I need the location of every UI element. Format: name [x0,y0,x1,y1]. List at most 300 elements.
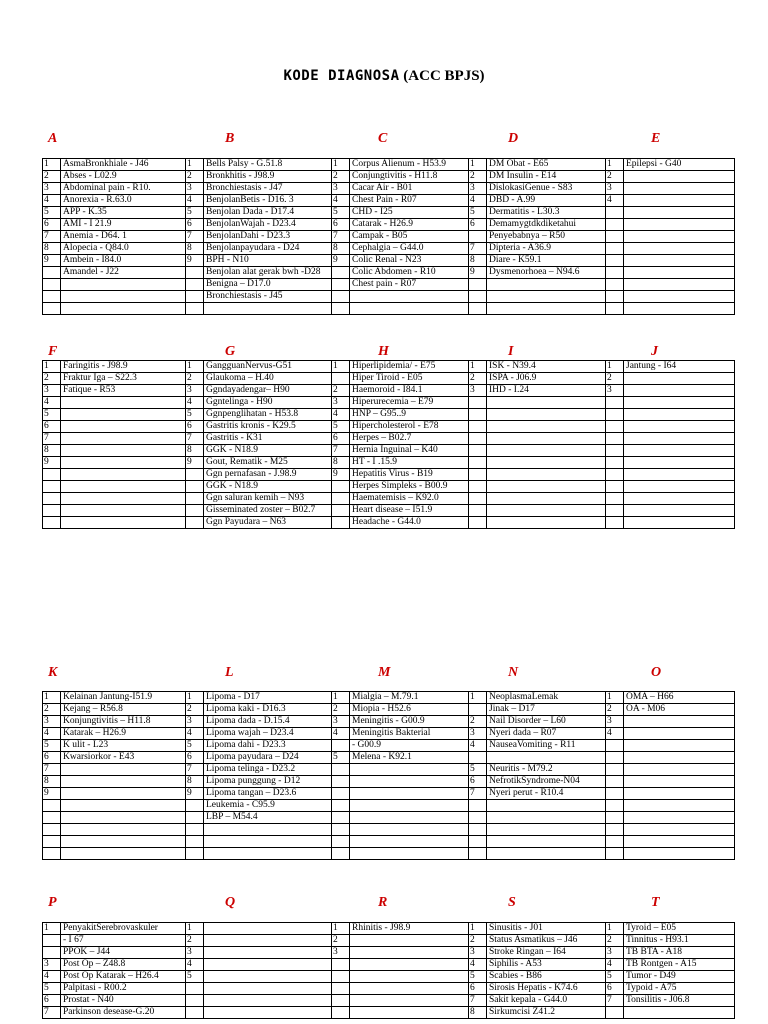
row-number: 1 [186,923,204,935]
diagnosis-entry [624,776,735,788]
diagnosis-entry [204,971,332,983]
row-number: 6 [332,433,350,445]
table-row [43,267,735,279]
diagnosis-entry [350,776,469,788]
row-number: 2 [469,373,487,385]
diagnosis-entry: Leukemia - C95.9 [204,800,332,812]
row-number [186,481,204,493]
row-number: 4 [43,397,61,409]
diagnosis-entry [487,493,606,505]
row-number: 8 [469,255,487,267]
row-number [43,291,61,303]
diagnosis-entry: Cacar Air - B01 [350,183,469,195]
row-number [606,397,624,409]
row-number [606,776,624,788]
row-number [43,848,61,860]
row-number: 9 [332,255,350,267]
diagnosis-entry: Kwarsiorkor - E43 [61,752,186,764]
row-number: 7 [469,995,487,1007]
diagnosis-entry: Tonsilitis - J06.8 [624,995,735,1007]
diagnosis-entry [624,183,735,195]
diagnosis-entry: Nyeri dada – R07 [487,728,606,740]
title-main: KODE DIAGNOSA [283,68,400,84]
diagnosis-entry [350,1007,469,1019]
row-number [606,445,624,457]
row-number: 9 [43,255,61,267]
diagnosis-entry [487,824,606,836]
diagnosis-entry [487,409,606,421]
row-number [606,207,624,219]
row-number [332,303,350,315]
row-number: 4 [606,728,624,740]
diagnosis-entry: CHD - I25 [350,207,469,219]
table-row [43,947,735,959]
diagnosis-entry [204,923,332,935]
diagnosis-entry: NefrotikSyndrome-N04 [487,776,606,788]
row-number: 3 [43,385,61,397]
diagnosis-entry: ISK - N39.4 [487,361,606,373]
row-number [606,824,624,836]
diagnosis-entry [61,836,186,848]
row-number: 5 [332,421,350,433]
row-number: 8 [43,776,61,788]
diagnosis-entry [624,243,735,255]
row-number [332,836,350,848]
row-number: 2 [332,935,350,947]
row-number: 3 [606,947,624,959]
table-row [43,752,735,764]
table-row [43,421,735,433]
table-row [43,481,735,493]
row-number: 1 [43,923,61,935]
row-number [606,255,624,267]
row-number [332,740,350,752]
row-number: 8 [43,243,61,255]
diagnosis-entry [487,433,606,445]
row-number: 2 [469,716,487,728]
diagnosis-entry [61,493,186,505]
diagnosis-entry: Lipoma - D17 [204,692,332,704]
row-number: 4 [332,409,350,421]
row-number [332,983,350,995]
diagnosis-entry: Haemoroid - I84.1 [350,385,469,397]
table-row [43,935,735,947]
diagnosis-entry [350,848,469,860]
row-number: 8 [43,445,61,457]
diagnosis-entry [624,291,735,303]
diagnosis-entry: Haematemisis – K92.0 [350,493,469,505]
diagnosis-entry: GGK - N18.9 [204,481,332,493]
row-number: 9 [43,788,61,800]
diagnosis-entry: Fatique - R53 [61,385,186,397]
table-row [43,255,735,267]
diagnosis-entry [487,457,606,469]
diagnosis-entry [204,935,332,947]
diagnosis-entry [624,812,735,824]
diagnosis-entry [487,291,606,303]
row-number [332,971,350,983]
diagnosis-entry [624,195,735,207]
table-row [43,207,735,219]
row-number [469,481,487,493]
row-number: 3 [469,385,487,397]
row-number: 1 [469,361,487,373]
diagnosis-entry: GGK - N18.9 [204,445,332,457]
diagnosis-entry: HNP – G95..9 [350,409,469,421]
row-number [469,469,487,481]
diagnosis-entry [61,397,186,409]
diagnosis-entry: Rhinitis - J98.9 [350,923,469,935]
diagnosis-entry [624,764,735,776]
row-number: 5 [606,971,624,983]
table-row [43,469,735,481]
table-row [43,291,735,303]
table-row [43,824,735,836]
row-number [186,291,204,303]
table-row [43,716,735,728]
row-number [332,1007,350,1019]
diagnosis-entry: HT - I .15.9 [350,457,469,469]
row-number: 6 [469,776,487,788]
row-number: 5 [469,971,487,983]
row-number: 3 [332,183,350,195]
diagnosis-entry [350,812,469,824]
diagnosis-entry [624,231,735,243]
table-row [43,279,735,291]
row-number: 6 [186,752,204,764]
diagnosis-entry: AMI - I 21.9 [61,219,186,231]
diagnosis-entry: PPOK – J44 [61,947,186,959]
diagnosis-entry: Corpus Alienum - H53.9 [350,159,469,171]
diagnosis-entry: Stroke Ringan – I64 [487,947,606,959]
diagnosis-entry: Herpes – B02.7 [350,433,469,445]
row-number: 7 [43,433,61,445]
diagnosis-entry: Dipteria - A36.9 [487,243,606,255]
diagnosis-entry: Typoid - A75 [624,983,735,995]
row-number: 8 [186,445,204,457]
table-row [43,409,735,421]
table-row [43,704,735,716]
diagnosis-entry [61,433,186,445]
row-number: 7 [43,764,61,776]
row-number [606,267,624,279]
section-letter: P [48,895,57,910]
diagnosis-entry: BenjolanDahi - D23.3 [204,231,332,243]
diagnosis-entry [61,279,186,291]
row-number: 4 [469,740,487,752]
row-number: 4 [186,195,204,207]
section-letter: B [225,131,235,146]
row-number: 1 [186,361,204,373]
diagnosis-entry [61,505,186,517]
diagnosis-entry [350,788,469,800]
row-number: 5 [186,207,204,219]
diagnosis-entry [624,728,735,740]
section-letter: K [48,665,58,680]
section-letter: N [508,665,519,680]
row-number: 3 [332,716,350,728]
row-number: 3 [332,397,350,409]
row-number: 5 [186,409,204,421]
diagnosis-entry: DM Obat - E65 [487,159,606,171]
row-number: 7 [332,445,350,457]
diagnosis-entry [61,764,186,776]
diagnosis-entry [624,457,735,469]
row-number [43,481,61,493]
diagnosis-entry: Bronchiestasis - J45 [204,291,332,303]
table-row [43,445,735,457]
diagnosis-entry [624,505,735,517]
row-number [332,267,350,279]
diagnosis-entry: Prostat - N40 [61,995,186,1007]
diagnosis-entry: Chest pain - R07 [350,279,469,291]
row-number: 1 [186,692,204,704]
row-number [186,517,204,529]
row-number [43,505,61,517]
row-number: 3 [186,183,204,195]
section-letter: F [48,344,58,359]
row-number: 7 [186,231,204,243]
row-number [469,433,487,445]
diagnosis-entry [624,740,735,752]
row-number: 9 [332,469,350,481]
row-number: 4 [469,959,487,971]
diagnosis-entry: Katarak – H26.9 [61,728,186,740]
diagnosis-entry [487,812,606,824]
diagnosis-entry [350,995,469,1007]
row-number: 6 [43,752,61,764]
diagnosis-entry [487,517,606,529]
diagnosis-entry: Catarak - H26.9 [350,219,469,231]
table-row [43,361,735,373]
diagnosis-entry [624,752,735,764]
table-row [43,457,735,469]
diagnosis-entry: OA - M06 [624,704,735,716]
row-number: 3 [43,716,61,728]
diagnosis-entry: Chest Pain - R07 [350,195,469,207]
row-number [469,836,487,848]
diagnosis-entry: Lipoma kaki - D16.3 [204,704,332,716]
diagnosis-entry [624,409,735,421]
row-number [186,493,204,505]
diagnosis-entry [487,469,606,481]
row-number [332,848,350,860]
table-row [43,728,735,740]
diagnosis-entry: Sakit kepala - G44.0 [487,995,606,1007]
row-number [43,279,61,291]
diagnosis-entry [204,1007,332,1019]
diagnosis-entry: Ggn Payudara – N63 [204,517,332,529]
diagnosis-entry [624,255,735,267]
row-number [43,267,61,279]
row-number: 3 [186,716,204,728]
row-number [332,800,350,812]
diagnosis-entry: Dermatitis - L30.3 [487,207,606,219]
row-number [469,409,487,421]
diagnosis-entry: Konjungtivitis – H11.8 [61,716,186,728]
diagnosis-entry [350,764,469,776]
diagnosis-entry [624,373,735,385]
diagnosis-entry [350,971,469,983]
diagnosis-entry: Ggndayadengar– H90 [204,385,332,397]
row-number [332,493,350,505]
row-number: 8 [186,243,204,255]
table-row [43,971,735,983]
diagnosis-entry: Tyroid – E05 [624,923,735,935]
diagnosis-entry [624,279,735,291]
diagnosis-entry [350,303,469,315]
table-row [43,373,735,385]
row-number [606,493,624,505]
row-number [469,824,487,836]
row-number: 1 [469,159,487,171]
diagnosis-table [42,691,735,860]
diagnosis-entry: Lipoma tangan – D23.6 [204,788,332,800]
diagnosis-entry: Hepatitis Virus - B19 [350,469,469,481]
diagnosis-entry: Melena - K92.1 [350,752,469,764]
diagnosis-entry: - G00.9 [350,740,469,752]
row-number [469,279,487,291]
row-number: 9 [469,267,487,279]
diagnosis-entry [350,824,469,836]
diagnosis-entry [61,421,186,433]
table-row [43,433,735,445]
diagnosis-entry: Nyeri perut - R10.4 [487,788,606,800]
diagnosis-entry: Lipoma payudara – D24 [204,752,332,764]
row-number [332,824,350,836]
diagnosis-entry: Glaukoma – H.40 [204,373,332,385]
row-number: 4 [606,195,624,207]
row-number [606,1007,624,1019]
diagnosis-entry: Colic Renal - N23 [350,255,469,267]
row-number [606,848,624,860]
row-number: 5 [43,983,61,995]
diagnosis-entry: Headache - G44.0 [350,517,469,529]
diagnosis-entry [487,421,606,433]
diagnosis-entry [624,800,735,812]
row-number [186,267,204,279]
row-number: 6 [43,995,61,1007]
row-number [186,303,204,315]
row-number [469,397,487,409]
diagnosis-entry: Gastritis kronis - K29.5 [204,421,332,433]
diagnosis-entry: K ulit - L23 [61,740,186,752]
row-number: 2 [469,935,487,947]
row-number [43,947,61,959]
diagnosis-entry [61,469,186,481]
diagnosis-entry: Jinak – D17 [487,704,606,716]
section-letter: M [378,665,391,680]
diagnosis-entry [61,824,186,836]
table-row [43,959,735,971]
row-number: 6 [43,421,61,433]
diagnosis-entry [204,848,332,860]
row-number [332,279,350,291]
diagnosis-entry: Amandel - J22 [61,267,186,279]
diagnosis-entry [487,800,606,812]
table-row [43,303,735,315]
diagnosis-entry [61,517,186,529]
row-number [43,935,61,947]
row-number [43,800,61,812]
row-number: 3 [469,728,487,740]
row-number: 6 [186,219,204,231]
diagnosis-entry [624,848,735,860]
row-number: 5 [43,409,61,421]
diagnosis-entry: DBD - A.99 [487,195,606,207]
row-number: 1 [606,159,624,171]
diagnosis-entry: Hiperurecemia – E79 [350,397,469,409]
section-letter: O [651,665,662,680]
diagnosis-entry: Cephalgia – G44.0 [350,243,469,255]
diagnosis-entry: AsmaBronkhiale - J46 [61,159,186,171]
diagnosis-entry: Ambein - I84.0 [61,255,186,267]
row-number [469,517,487,529]
row-number [186,1007,204,1019]
diagnosis-entry: Benigna – D17.0 [204,279,332,291]
title-sub: (ACC BPJS) [403,68,485,84]
row-number: 5 [469,764,487,776]
table-row [43,385,735,397]
row-number: 2 [332,704,350,716]
row-number: 2 [606,704,624,716]
diagnosis-entry [624,1007,735,1019]
row-number: 4 [186,728,204,740]
section-letter: E [651,131,661,146]
table-row [43,740,735,752]
diagnosis-entry: Scabies - B86 [487,971,606,983]
row-number [469,704,487,716]
row-number: 1 [332,159,350,171]
diagnosis-entry: Tinnitus - H93.1 [624,935,735,947]
row-number: 2 [43,373,61,385]
row-number: 2 [606,373,624,385]
diagnosis-entry: IHD - I.24 [487,385,606,397]
diagnosis-entry [350,935,469,947]
row-number: 2 [43,704,61,716]
row-number: 5 [43,207,61,219]
diagnosis-entry: Siphilis - A53 [487,959,606,971]
table-row [43,764,735,776]
section-letter: Q [225,895,236,910]
row-number: 9 [186,788,204,800]
row-number [606,788,624,800]
diagnosis-entry [61,776,186,788]
diagnosis-entry [624,207,735,219]
diagnosis-entry: Heart disease – I51.9 [350,505,469,517]
diagnosis-entry [350,959,469,971]
diagnosis-entry [624,481,735,493]
row-number: 3 [186,947,204,959]
table-row [43,493,735,505]
diagnosis-entry [204,836,332,848]
row-number [469,505,487,517]
diagnosis-entry: Gout, Rematik - M25 [204,457,332,469]
row-number: 4 [43,728,61,740]
row-number [43,836,61,848]
section-letter: G [225,344,236,359]
row-number [606,469,624,481]
diagnosis-entry: - I 67 [61,935,186,947]
row-number [43,469,61,481]
row-number: 3 [606,716,624,728]
diagnosis-entry: BPH - N10 [204,255,332,267]
section-letter: H [378,344,389,359]
row-number: 8 [469,1007,487,1019]
diagnosis-entry [61,445,186,457]
row-number: 4 [469,195,487,207]
diagnosis-entry [624,171,735,183]
